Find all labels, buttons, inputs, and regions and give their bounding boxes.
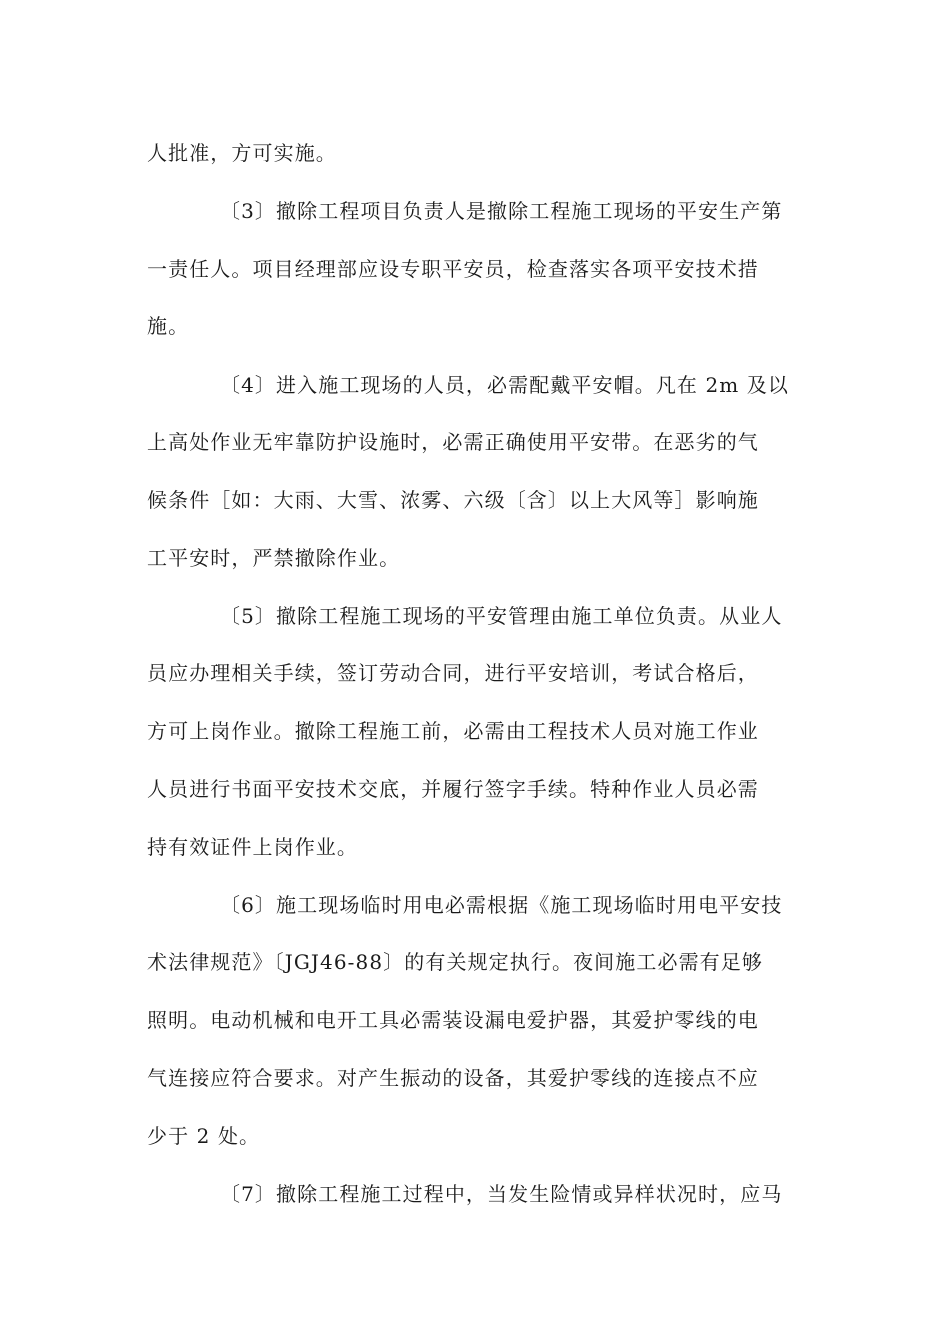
text-line: 方可上岗作业。撤除工程施工前，必需由工程技术人员对施工作业: [147, 719, 759, 743]
text-line: 工平安时，严禁撤除作业。: [147, 546, 401, 570]
text-line: 气连接应符合要求。对产生振动的设备，其爱护零线的连接点不应: [147, 1066, 759, 1090]
paragraph-4-start: 〔4〕进入施工现场的人员，必需配戴平安帽。凡在 2m 及以: [220, 373, 790, 397]
text-line: 人批准，方可实施。: [147, 141, 337, 165]
text-line: 术法律规范》〔JGJ46-88〕的有关规定执行。夜间施工必需有足够: [147, 950, 763, 974]
text-line: 上高处作业无牢靠防护设施时，必需正确使用平安带。在恶劣的气: [147, 430, 759, 454]
text-line: 施。: [147, 314, 190, 338]
paragraph-7-start: 〔7〕撤除工程施工过程中，当发生险情或异样状况时，应马: [220, 1182, 783, 1206]
text-line: 少于 2 处。: [147, 1124, 261, 1148]
text-line: 人员进行书面平安技术交底，并履行签字手续。特种作业人员必需: [147, 777, 759, 801]
paragraph-3-start: 〔3〕撤除工程项目负责人是撤除工程施工现场的平安生产第: [220, 199, 783, 223]
text-line: 持有效证件上岗作业。: [147, 835, 358, 859]
text-line: 照明。电动机械和电开工具必需装设漏电爱护器，其爱护零线的电: [147, 1008, 759, 1032]
paragraph-6-start: 〔6〕施工现场临时用电必需根据《施工现场临时用电平安技: [220, 893, 783, 917]
paragraph-5-start: 〔5〕撤除工程施工现场的平安管理由施工单位负责。从业人: [220, 604, 783, 628]
text-line: 员应办理相关手续，签订劳动合同，进行平安培训，考试合格后，: [147, 661, 759, 685]
text-line: 一责任人。项目经理部应设专职平安员，检查落实各项平安技术措: [147, 257, 759, 281]
text-line: 候条件［如：大雨、大雪、浓雾、六级〔含〕以上大风等］影响施: [147, 488, 759, 512]
